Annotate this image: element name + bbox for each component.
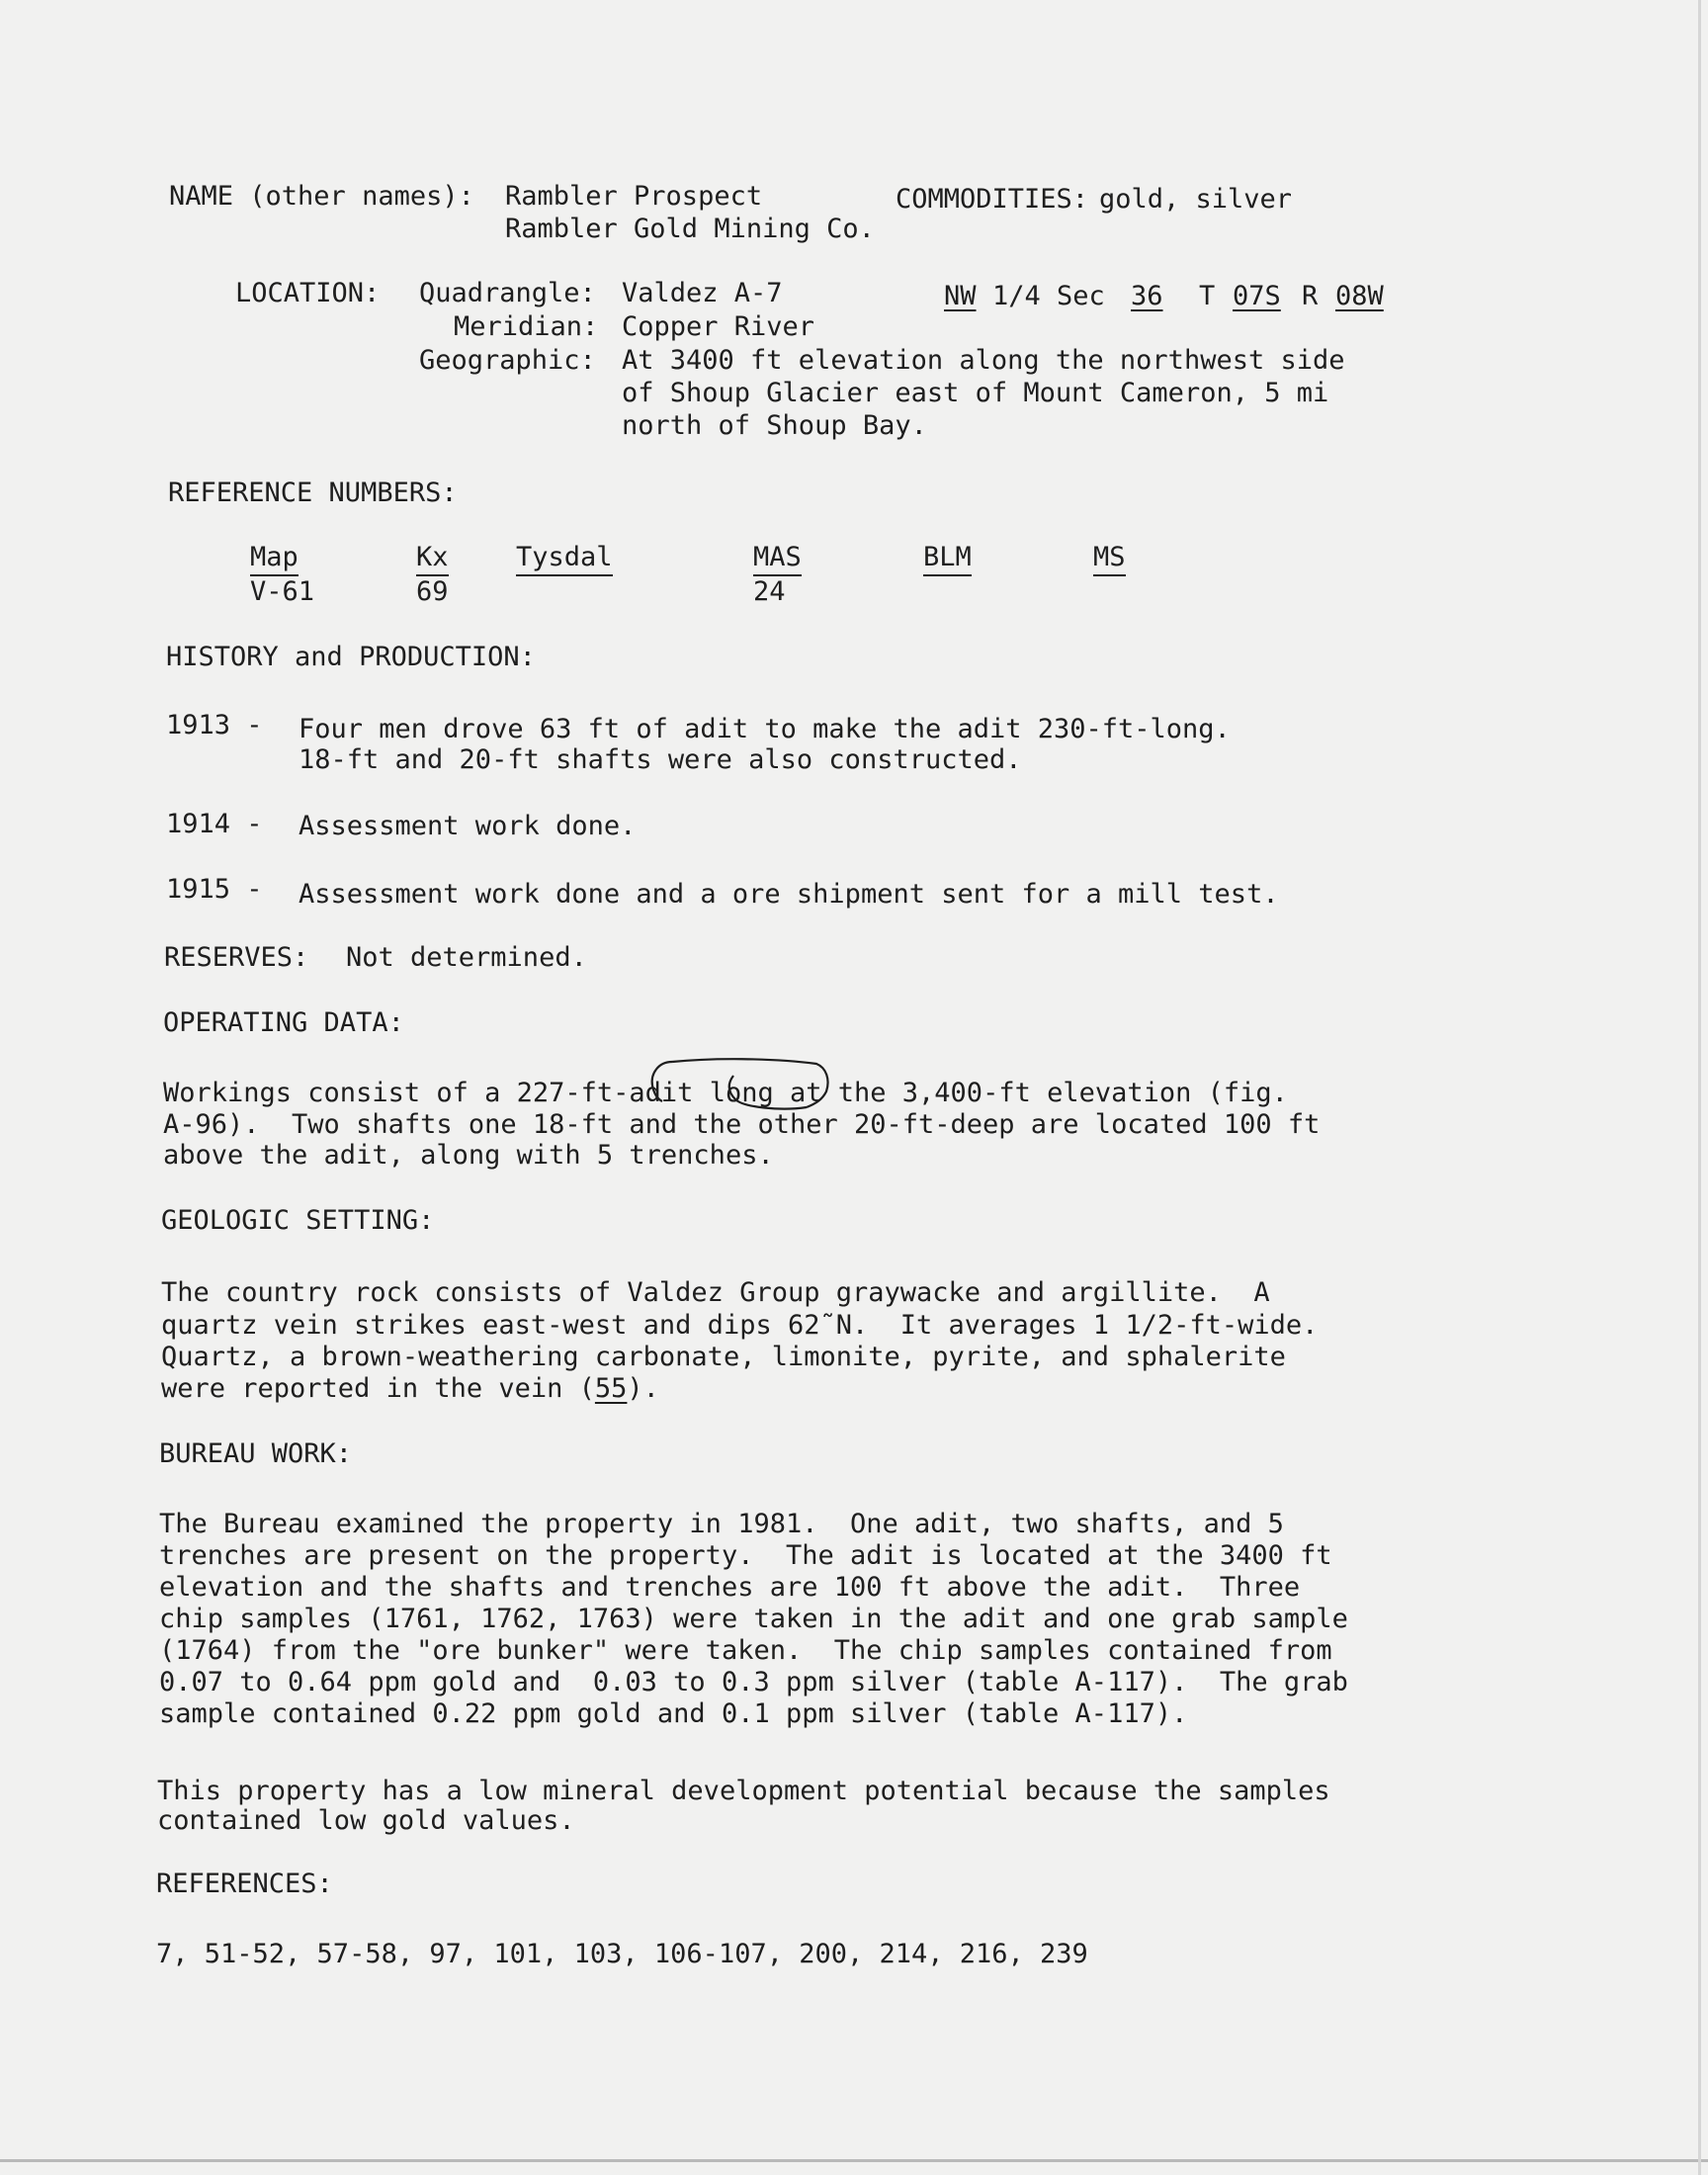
history-1913-line-2: 18-ft and 20-ft shafts were also constructed. <box>299 744 1022 775</box>
geologic-line-2: quartz vein strikes east-west and dips 62˜N. It averages 1 1/2-ft-wide. <box>161 1310 1319 1341</box>
geographic-line-2: of Shoup Glacier east of Mount Cameron, 5 mi <box>622 378 1329 408</box>
bureau-line-4: chip samples (1761, 1762, 1763) were taken in the adit and one grab sample <box>159 1604 1348 1634</box>
bureau-line-1: The Bureau examined the property in 1981. One adit, two shafts, and 5 <box>159 1509 1284 1539</box>
potential-line-1: This property has a low mineral development potential because the samples <box>157 1776 1330 1806</box>
history-year-1913: 1913 - <box>166 710 263 740</box>
section-number: 36 <box>1131 281 1163 311</box>
bureau-line-2: trenches are present on the property. The adit is located at the 3400 ft <box>159 1540 1332 1571</box>
quarter-section: NW <box>944 281 977 311</box>
ref-mas-value: 24 <box>753 576 786 607</box>
bureau-line-5: (1764) from the "ore bunker" were taken. The chip samples contained from <box>159 1635 1332 1666</box>
history-1915-line-1: Assessment work done and a ore shipment sent for a mill test. <box>299 879 1279 910</box>
location-label: LOCATION: <box>235 278 381 308</box>
bureau-line-7: sample contained 0.22 ppm gold and 0.1 ppm silver (table A-117). <box>159 1698 1188 1729</box>
history-year-1914: 1914 - <box>166 809 263 839</box>
operating-heading: OPERATING DATA: <box>163 1007 404 1038</box>
quarter-text: 1/4 Sec <box>992 281 1105 311</box>
operating-line-2: A-96). Two shafts one 18-ft and the other 20-ft-deep are located 100 ft <box>163 1109 1321 1140</box>
name-primary: Rambler Prospect <box>505 181 763 212</box>
ref-ms <box>1093 542 1126 576</box>
annotated-word-long: long <box>709 1078 774 1108</box>
meridian-value: Copper River <box>622 311 815 342</box>
name-label: NAME (other names): <box>169 181 474 212</box>
operating-line-1: Workings consist of a 227-ft-adit long at the 3,400-ft elevation (fig. <box>163 1078 1288 1108</box>
ref-map-label: Map <box>250 542 299 576</box>
history-1913-line-1: Four men drove 63 ft of adit to make the adit 230-ft-long. <box>299 714 1231 744</box>
scan-right-edge <box>1698 0 1701 2175</box>
bureau-line-3: elevation and the shafts and trenches are 100 ft above the adit. Three <box>159 1572 1301 1603</box>
commodities-label: COMMODITIES: <box>896 184 1089 215</box>
reference-numbers-heading: REFERENCE NUMBERS: <box>168 478 458 508</box>
range-value: 08W <box>1335 281 1384 311</box>
references-heading: REFERENCES: <box>156 1869 333 1899</box>
history-1914-line-1: Assessment work done. <box>299 811 637 841</box>
history-year-1915: 1915 - <box>166 874 263 905</box>
handwritten-bracket-annotation <box>633 1056 870 1125</box>
township-value: 07S <box>1233 281 1281 311</box>
operating-line-3: above the adit, along with 5 trenches. <box>163 1140 774 1171</box>
commodities-value: gold, silver <box>1099 184 1293 215</box>
quadrangle-value: Valdez A-7 <box>622 278 783 308</box>
name-secondary: Rambler Gold Mining Co. <box>505 214 875 244</box>
ref-blm-label: BLM <box>923 542 972 576</box>
geographic-label: Geographic: <box>419 345 596 376</box>
ref-tysdal-label: Tysdal <box>516 542 613 576</box>
ref-map <box>250 542 314 608</box>
range-label: R <box>1302 281 1319 311</box>
geologic-line-3: Quartz, a brown-weathering carbonate, limonite, pyrite, and sphalerite <box>161 1342 1286 1372</box>
reserves-label: RESERVES: <box>164 942 309 973</box>
meridian-label: Meridian: <box>454 311 599 342</box>
bureau-heading: BUREAU WORK: <box>159 1438 353 1469</box>
geologic-heading: GEOLOGIC SETTING: <box>161 1205 435 1236</box>
quadrangle-label: Quadrangle: <box>419 278 596 308</box>
township-label: T <box>1199 281 1216 311</box>
geologic-line-1: The country rock consists of Valdez Group graywacke and argillite. A <box>161 1277 1270 1308</box>
references-list: 7, 51-52, 57-58, 97, 101, 103, 106-107, 200, 214, 216, 239 <box>156 1939 1088 1969</box>
geologic-citation: 55 <box>594 1373 628 1404</box>
ref-mas <box>753 542 802 608</box>
reserves-value: Not determined. <box>346 942 587 973</box>
potential-line-2: contained low gold values. <box>157 1805 575 1836</box>
ref-kx-value: 69 <box>416 576 449 607</box>
ref-tysdal <box>516 542 613 576</box>
ref-kx <box>416 542 449 608</box>
geologic-line-4: were reported in the vein (55). <box>161 1373 659 1404</box>
ref-ms-label: MS <box>1093 542 1126 576</box>
annotated-word-adit: adit <box>629 1078 694 1108</box>
ref-mas-label: MAS <box>753 542 802 576</box>
scan-bottom-edge <box>0 2159 1708 2162</box>
ref-kx-label: Kx <box>416 542 449 576</box>
history-heading: HISTORY and PRODUCTION: <box>166 642 536 672</box>
geographic-line-1: At 3400 ft elevation along the northwest side <box>622 345 1345 376</box>
ref-map-value: V-61 <box>250 576 315 607</box>
geographic-line-3: north of Shoup Bay. <box>622 410 927 441</box>
ref-blm <box>923 542 972 576</box>
bureau-line-6: 0.07 to 0.64 ppm gold and 0.03 to 0.3 ppm silver (table A-117). The grab <box>159 1667 1348 1697</box>
